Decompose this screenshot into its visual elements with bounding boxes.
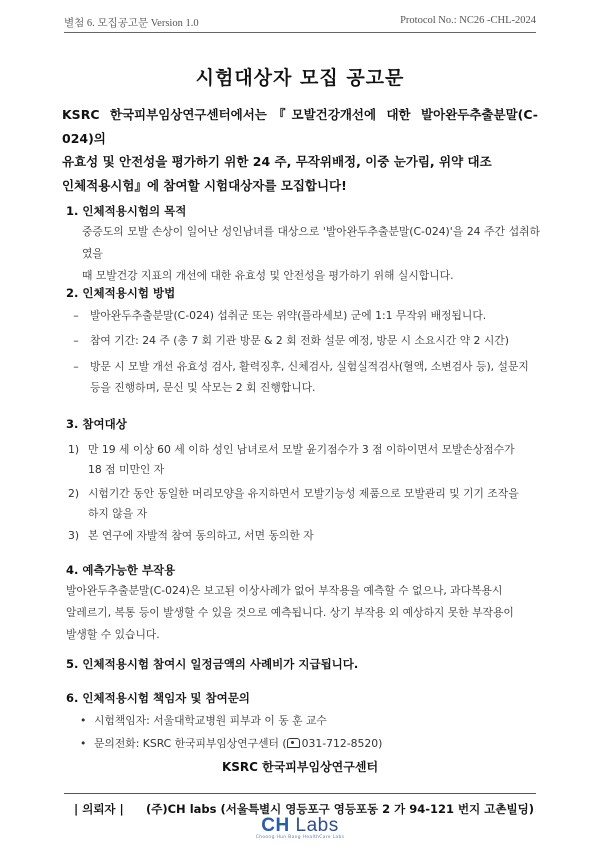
item-line: 하지 않을 자 (88, 507, 148, 520)
section-6-heading: 6. 인체적용시험 책임자 및 참여문의 (66, 691, 250, 705)
item-line: 참여 기간: 24 주 (총 7 회 기관 방문 & 2 회 전화 설문 예정, 방문 시 소요시간 약 2 시간) (90, 334, 509, 347)
investigator-text: 시험책임자: 서울대학교병원 피부과 이 동 훈 교수 (94, 714, 327, 727)
section-2-heading: 2. 인체적용시험 방법 (66, 286, 176, 300)
section-1-heading: 1. 인체적용시험의 목적 (66, 204, 187, 218)
intro-line: 인체적용시험』에 참여할 시험대상자를 모집합니다! (62, 177, 347, 193)
body-line: 발아완두추출분말(C-024)은 보고된 이상사례가 없어 부작용을 예측할 수 없으나, 과다복용시 (66, 584, 503, 597)
sponsor-info: (주)CH labs (서울특별시 영등포구 영등포동 2 가 94-121 번지 고촌빌딩) (146, 802, 534, 816)
phone-icon (287, 738, 300, 748)
body-line: 때 모발건강 지표의 개선에 대한 유효성 및 안전성을 평가하기 위해 실시합니다. (82, 269, 454, 282)
section-4-body (66, 580, 540, 646)
list-item (68, 526, 538, 546)
protocol-number: Protocol No.: NC26 -CHL-2024 (400, 15, 536, 26)
page-title: 시험대상자 모집 공고문 (195, 67, 405, 89)
list-item (66, 305, 540, 326)
section-5-heading: 5. 인체적용시험 참여시 일정금액의 사례비가 지급됩니다. (66, 657, 359, 671)
item-line: 시험기간 동안 동일한 머리모양을 유지하면서 모발기능성 제품으로 모발관리 및 기기 조작을 (88, 487, 519, 500)
dash-marker: – (73, 334, 79, 347)
body-line: 발생할 수 있습니다. (66, 628, 160, 641)
sponsor-label: | 의뢰자 | (74, 802, 124, 816)
logo-text-ch: CH (261, 815, 290, 836)
section-4-heading: 4. 예측가능한 부작용 (66, 563, 176, 577)
body-line: 중증도의 모발 손상이 일어난 성인남녀를 대상으로 '발아완두추출분말(C-024)'을 24 주간 섭취하였을 (82, 225, 540, 260)
document-header (64, 12, 536, 33)
intro-line: 유효성 및 안전성을 평가하기 위한 24 주, 무작위배정, 이중 눈가림, 위약 대조 (62, 154, 492, 169)
intro-paragraph (62, 103, 538, 197)
section-3-heading: 3. 참여대상 (66, 417, 127, 431)
list-item (66, 356, 540, 398)
attachment-label: 별첨 6. 모집공고문 Version 1.0 (64, 18, 199, 29)
item-line: 만 19 세 이상 60 세 이하 성인 남녀로서 모발 윤기점수가 3 점 이하이면서 모발손상점수가 (88, 443, 515, 456)
investigator-line (80, 713, 327, 728)
logo-text-labs: Labs (289, 815, 339, 836)
item-number: 3) (68, 529, 80, 542)
item-number: 1) (68, 443, 80, 456)
bullet-icon: • (80, 737, 87, 750)
item-number: 2) (68, 487, 80, 500)
dash-marker: – (73, 360, 79, 373)
ch-labs-logo (0, 815, 600, 840)
list-item (68, 484, 538, 524)
bullet-icon: • (80, 714, 87, 727)
list-item (68, 440, 538, 480)
item-line: 본 연구에 자발적 참여 동의하고, 서면 동의한 자 (88, 529, 314, 542)
contact-phone: 031-712-8520) (301, 737, 383, 750)
logo-tagline: Choong Hun Bang HealthCare Labs (255, 835, 345, 840)
section-1-body (82, 221, 540, 287)
item-line: 방문 시 모발 개선 유효성 검사, 활력징후, 신체검사, 실험실적검사(혈액, 소변검사 등), 설문지 (90, 360, 529, 373)
organization-name: KSRC 한국피부임상연구센터 (221, 760, 379, 774)
contact-line (80, 736, 382, 751)
contact-prefix: 문의전화: KSRC 한국피부임상연구센터 ( (94, 737, 287, 750)
intro-line: KSRC 한국피부임상연구센터에서는『모발건강개선에 대한 발아완두추출분말(C-024)의 (62, 107, 538, 146)
item-line: 18 점 미만인 자 (88, 463, 165, 476)
dash-marker: – (73, 309, 79, 322)
item-line: 발아완두추출분말(C-024) 섭취군 또는 위약(플라세보) 군에 1:1 무작위 배정됩니다. (90, 309, 487, 322)
body-line: 알레르기, 복통 등이 발생할 수 있을 것으로 예측됩니다. 상기 부작용 외 예상하지 못한 부작용이 (66, 606, 514, 619)
list-item (66, 330, 540, 351)
item-line: 등을 진행하며, 문신 및 삭모는 2 회 진행합니다. (90, 381, 316, 394)
